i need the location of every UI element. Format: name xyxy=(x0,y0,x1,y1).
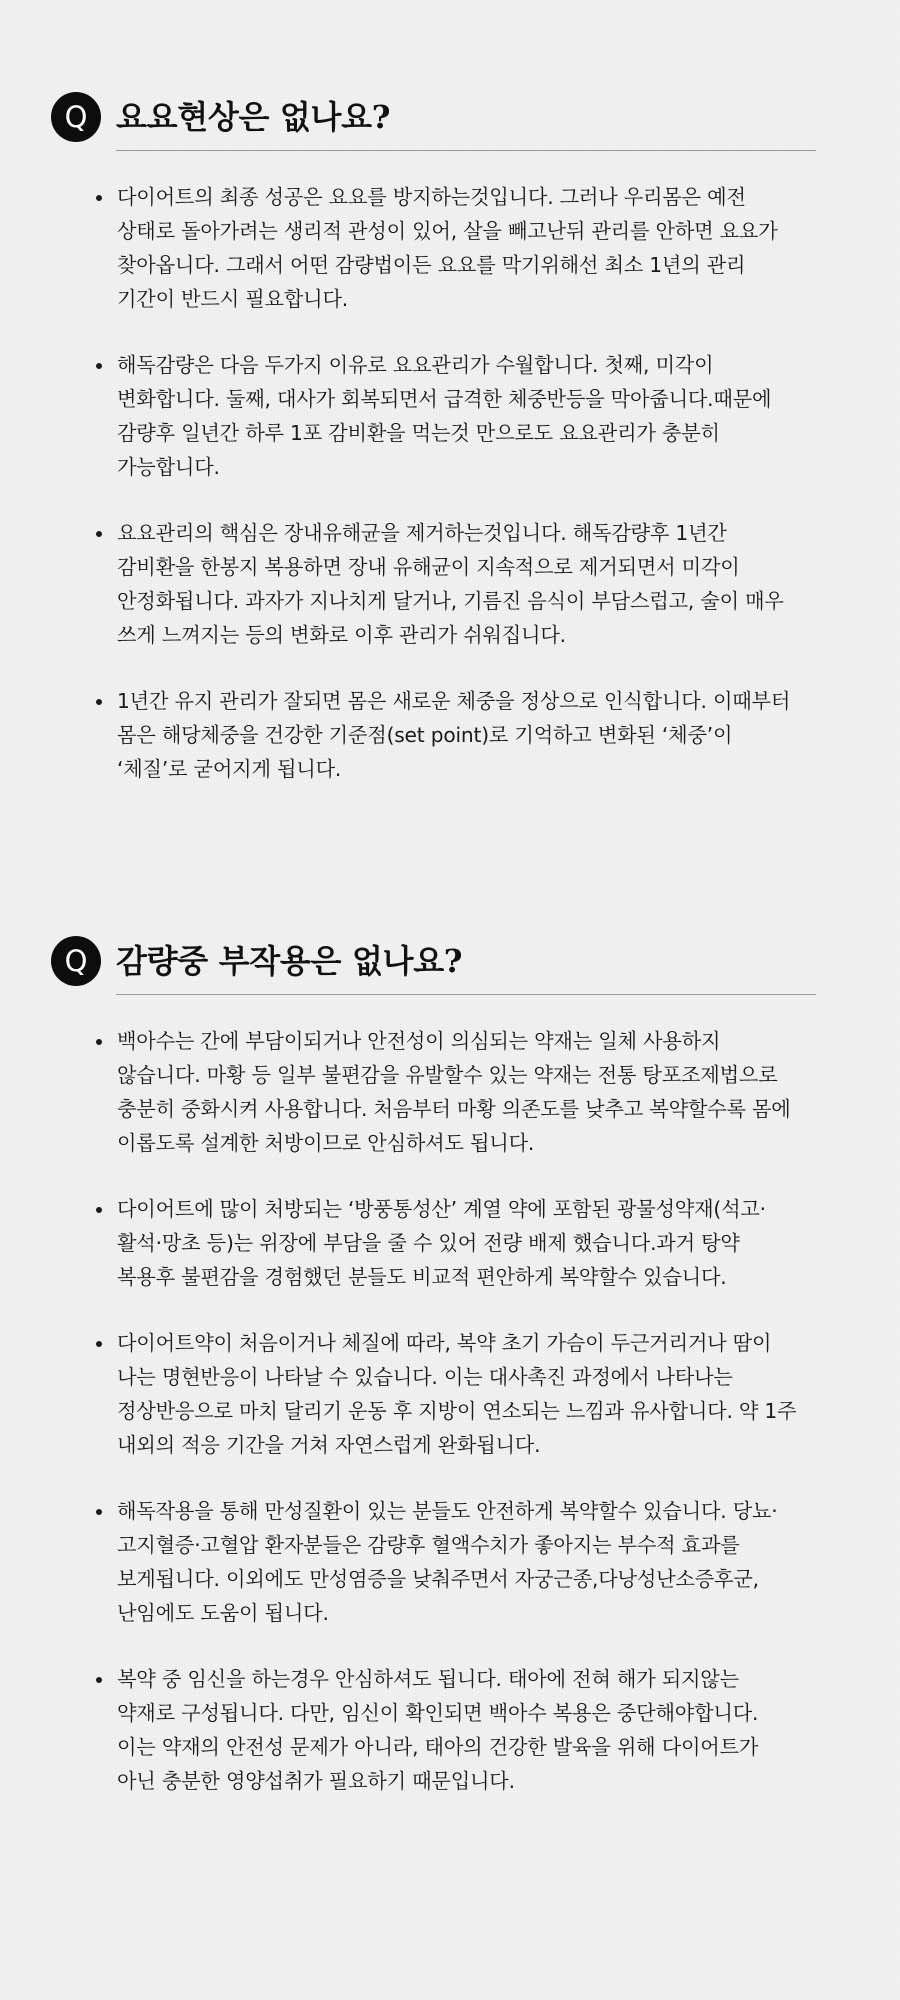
answer-item xyxy=(0,1024,797,1160)
answer-text: 다이어트에 많이 처방되는 ‘방풍통성산’ 계열 약에 포함된 광물성약재(석고·활석·망초 등)는 위장에 부담을 줄 수 있어 전량 배제 했습니다.과거 탕약 복용후 불편감을 경험했던 분들도 비교적 편안하게 복약할수 있습니다. xyxy=(117,1197,766,1289)
answer-list xyxy=(0,180,900,818)
question-title: 감량중 부작용은 없나요? xyxy=(116,942,463,980)
answer-item xyxy=(0,1192,797,1294)
answer-item xyxy=(0,516,797,652)
bullet-dot-icon xyxy=(96,1341,102,1347)
answer-item xyxy=(0,1494,797,1630)
bullet-dot-icon xyxy=(96,531,102,537)
answer-item xyxy=(0,684,797,786)
bullet-dot-icon xyxy=(96,363,102,369)
faq-question-header xyxy=(0,92,900,154)
answer-item xyxy=(0,180,797,316)
faq-section-rebound xyxy=(0,92,900,781)
answer-text: 해독감량은 다음 두가지 이유로 요요관리가 수월합니다. 첫째, 미각이 변화합니다. 둘째, 대사가 회복되면서 급격한 체중반등을 막아줍니다.때문에 감량후 일년간 하루 1포 감비환을 먹는것 만으로도 요요관리가 충분히 가능합니다. xyxy=(117,353,772,479)
divider xyxy=(116,150,816,151)
bullet-dot-icon xyxy=(96,1677,102,1683)
bullet-dot-icon xyxy=(96,1039,102,1045)
bullet-dot-icon xyxy=(96,195,102,201)
answer-text: 복약 중 임신을 하는경우 안심하셔도 됩니다. 태아에 전혀 해가 되지않는 약재로 구성됩니다. 다만, 임신이 확인되면 백아수 복용은 중단해야합니다. 이는 약재의 안전성 문제가 아니라, 태아의 건강한 발육을 위해 다이어트가 아닌 충분한 영양섭취가 필요하기 때문입니다. xyxy=(117,1667,759,1793)
answer-text: 다이어트약이 처음이거나 체질에 따라, 복약 초기 가슴이 두근거리거나 땀이 나는 명현반응이 나타날 수 있습니다. 이는 대사촉진 과정에서 나타나는 정상반응으로 마치 달리기 운동 후 지방이 연소되는 느낌과 유사합니다. 약 1주 내외의 적응 기간을 거쳐 자연스럽게 완화됩니다. xyxy=(117,1331,797,1457)
answer-item xyxy=(0,348,797,484)
faq-section-side-effects xyxy=(0,936,900,1793)
bullet-dot-icon xyxy=(96,699,102,705)
q-badge-icon: Q xyxy=(51,92,101,142)
answer-list xyxy=(0,1024,900,1830)
answer-text: 다이어트의 최종 성공은 요요를 방지하는것입니다. 그러나 우리몸은 예전 상태로 돌아가려는 생리적 관성이 있어, 살을 빼고난뒤 관리를 안하면 요요가 찾아옵니다. 그래서 어떤 감량법이든 요요를 막기위해선 최소 1년의 관리 기간이 반드시 필요합니다. xyxy=(117,185,778,311)
answer-item xyxy=(0,1662,797,1798)
answer-text: 요요관리의 핵심은 장내유해균을 제거하는것입니다. 해독감량후 1년간 감비환을 한봉지 복용하면 장내 유해균이 지속적으로 제거되면서 미각이 안정화됩니다. 과자가 지나치게 달거나, 기름진 음식이 부담스럽고, 술이 매우 쓰게 느껴지는 등의 변화로 이후 관리가 쉬워집니다. xyxy=(117,521,784,647)
bullet-dot-icon xyxy=(96,1509,102,1515)
bullet-dot-icon xyxy=(96,1207,102,1213)
question-title: 요요현상은 없나요? xyxy=(116,98,391,136)
answer-text: 1년간 유지 관리가 잘되면 몸은 새로운 체중을 정상으로 인식합니다. 이때부터 몸은 해당체중을 건강한 기준점(set point)로 기억하고 변화된 ‘체중’이 ‘체질’로 굳어지게 됩니다. xyxy=(117,689,791,781)
answer-text: 해독작용을 통해 만성질환이 있는 분들도 안전하게 복약할수 있습니다. 당뇨·고지혈증·고혈압 환자분들은 감량후 혈액수치가 좋아지는 부수적 효과를 보게됩니다. 이외에도 만성염증을 낮춰주면서 자궁근종,다낭성난소증후군,난임에도 도움이 됩니다. xyxy=(117,1499,778,1625)
faq-question-header xyxy=(0,936,900,998)
answer-text: 백아수는 간에 부담이되거나 안전성이 의심되는 약재는 일체 사용하지 않습니다. 마황 등 일부 불편감을 유발할수 있는 약재는 전통 탕포조제법으로 충분히 중화시켜 사용합니다. 처음부터 마황 의존도를 낮추고 복약할수록 몸에 이롭도록 설계한 처방이므로 안심하셔도 됩니다. xyxy=(117,1029,791,1155)
divider xyxy=(116,994,816,995)
q-badge-icon: Q xyxy=(51,936,101,986)
answer-item xyxy=(0,1326,797,1462)
